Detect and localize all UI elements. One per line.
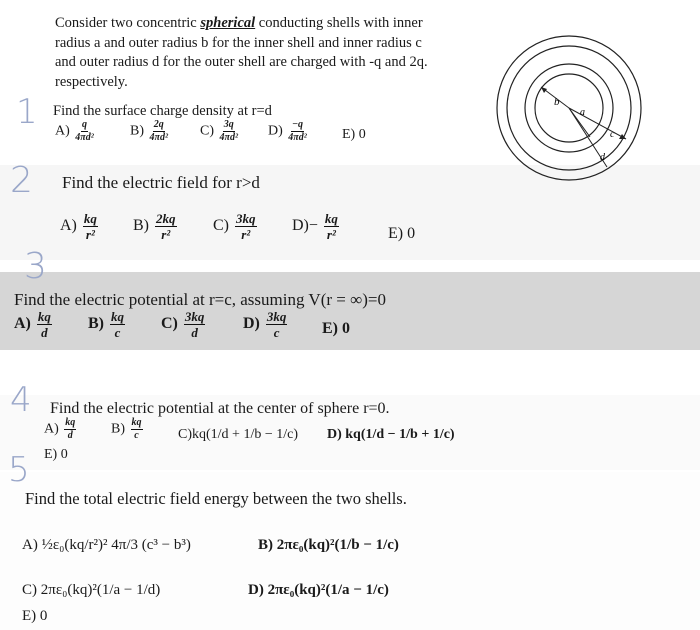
q1-option-e[interactable]: E) 0 xyxy=(342,127,366,142)
q3-option-d[interactable]: D) $\frac{3kq}{c}$ xyxy=(243,309,287,340)
q3-option-b[interactable]: B) $\frac{kq}{c}$ xyxy=(88,309,124,340)
q2-option-e[interactable]: E) 0 xyxy=(388,225,416,242)
q3-option-e[interactable]: E) 0 xyxy=(322,320,350,337)
hand-number-5: 5 xyxy=(8,450,30,490)
q2-option-b[interactable]: B) $\frac{2kq}{\text{r²}}$ xyxy=(133,211,176,242)
hand-number-4: 4 xyxy=(10,380,32,420)
concentric-shells-diagram xyxy=(494,33,644,183)
problem-intro: Consider two concentric spherical conducting shells with inner radius a and outer radius b for the inner shell and inner radius c and outer radius d for the outer shell are charged with -q and 2q. respectively. xyxy=(55,15,428,90)
label-a: a xyxy=(580,107,585,118)
q5-option-a[interactable]: A) ½ε₀(kq/r²)² 4π/3 (c³ − b³) xyxy=(22,537,191,553)
q4-option-a[interactable]: A) $\frac{kq}{d}$ xyxy=(44,417,76,441)
q1-option-d[interactable]: D) $\frac{-q}{\text{4πd²}}$ xyxy=(268,119,307,143)
label-c: c xyxy=(610,129,615,140)
q4-option-e[interactable]: E) 0 xyxy=(44,447,68,462)
question-3-text: Find the electric potential at r=c, assuming V(r = ∞)=0 xyxy=(14,290,386,309)
q5-option-d[interactable]: D) 2πε₀(kq)²(1/a − 1/c) xyxy=(248,582,389,598)
q2-option-c[interactable]: C) $\frac{3kq}{\text{r²}}$ xyxy=(213,211,256,242)
question-5-text: Find the total electric field energy between the two shells. xyxy=(25,489,407,508)
hand-number-3: 3 xyxy=(24,246,47,287)
hand-number-2: 2 xyxy=(10,160,33,201)
question-2-text: Find the electric field for r>d xyxy=(62,173,260,192)
q5-option-c[interactable]: C) 2πε₀(kq)²(1/a − 1/d) xyxy=(22,582,161,598)
q1-option-b[interactable]: B) $\frac{2q}{\text{4πd²}}$ xyxy=(130,119,168,143)
q4-option-c[interactable]: C)kq(1/d + 1/b − 1/c) xyxy=(178,427,298,442)
q4-option-d[interactable]: D) kq(1/d − 1/b + 1/c) xyxy=(327,427,455,442)
q5-option-b[interactable]: B) 2πε₀(kq)²(1/b − 1/c) xyxy=(258,537,399,553)
q2-option-d[interactable]: D)− $\frac{kq}{\text{r²}}$ xyxy=(292,211,338,242)
q2-option-a[interactable]: A) $\frac{kq}{\text{r²}}$ xyxy=(60,211,97,242)
question-1-text: Find the surface charge density at r=d xyxy=(53,103,272,119)
q4-option-b[interactable]: B) $\frac{kq}{c}$ xyxy=(111,417,142,441)
q3-option-a[interactable]: A) $\frac{kq}{d}$ xyxy=(14,309,51,340)
q5-option-e[interactable]: E) 0 xyxy=(22,608,48,624)
hand-number-1: 1 xyxy=(16,92,38,132)
q1-option-a[interactable]: A) $\frac{q}{\text{4πd²}}$ xyxy=(55,119,94,143)
label-d: d xyxy=(600,152,605,163)
q3-option-c[interactable]: C) $\frac{3kq}{d}$ xyxy=(161,309,205,340)
q1-option-c[interactable]: C) $\frac{3q}{\text{4πd²}}$ xyxy=(200,119,238,143)
question-4-text: Find the electric potential at the center of sphere r=0. xyxy=(50,400,390,417)
label-b: b xyxy=(554,96,560,108)
